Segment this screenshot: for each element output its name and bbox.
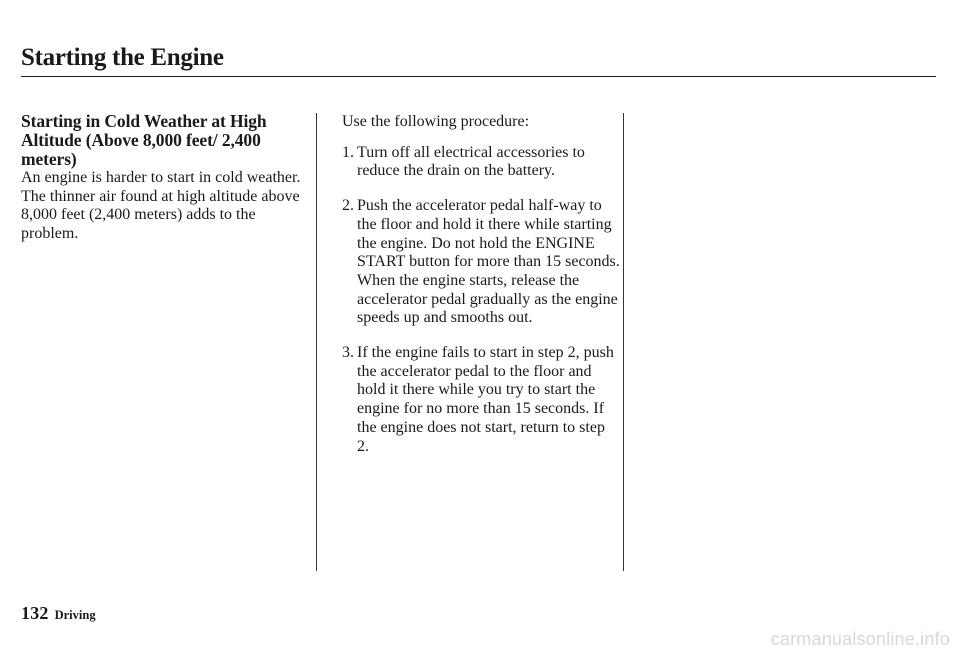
step-2 [342, 197, 620, 328]
procedure-intro: Use the following procedure: [342, 113, 530, 130]
step-text: Push the accelerator pedal half-way to the floor and hold it there while starting the engine. Do not hold the ENGINE START button for more than 15 seconds. When the engine starts, release the accelerator pedal gradually as the engine speeds up and smooths out. [357, 197, 620, 327]
middle-column [342, 113, 620, 472]
step-3 [342, 344, 620, 456]
page-footer [21, 603, 96, 624]
section-name: Driving [54, 608, 96, 622]
step-text: Turn off all electrical accessories to reduce the drain on the battery. [357, 143, 585, 180]
section-heading: Starting in Cold Weather at High Altitude (Above 8,000 feet/ 2,400 meters) [21, 111, 267, 169]
page-title: Starting the Engine [21, 44, 224, 71]
step-number: 3. [342, 344, 354, 362]
watermark: carmanualsonline.info [770, 629, 950, 649]
step-text: If the engine fails to start in step 2, push the accelerator pedal to the floor and hold it there while you try to start the engine for no more than 15 seconds. If the engine does not start, return to step 2. [357, 344, 614, 455]
procedure-steps [342, 144, 620, 457]
title-rule [21, 76, 936, 77]
step-number: 2. [342, 197, 354, 215]
column-divider-right [623, 113, 624, 571]
left-column [21, 112, 301, 244]
column-divider-left [316, 113, 317, 571]
step-number: 1. [342, 143, 354, 161]
step-1 [342, 144, 620, 181]
page-number: 132 [21, 603, 49, 623]
intro-paragraph: An engine is harder to start in cold weather. The thinner air found at high altitude above 8,000 feet (2,400 meters) adds to the problem. [21, 169, 301, 243]
